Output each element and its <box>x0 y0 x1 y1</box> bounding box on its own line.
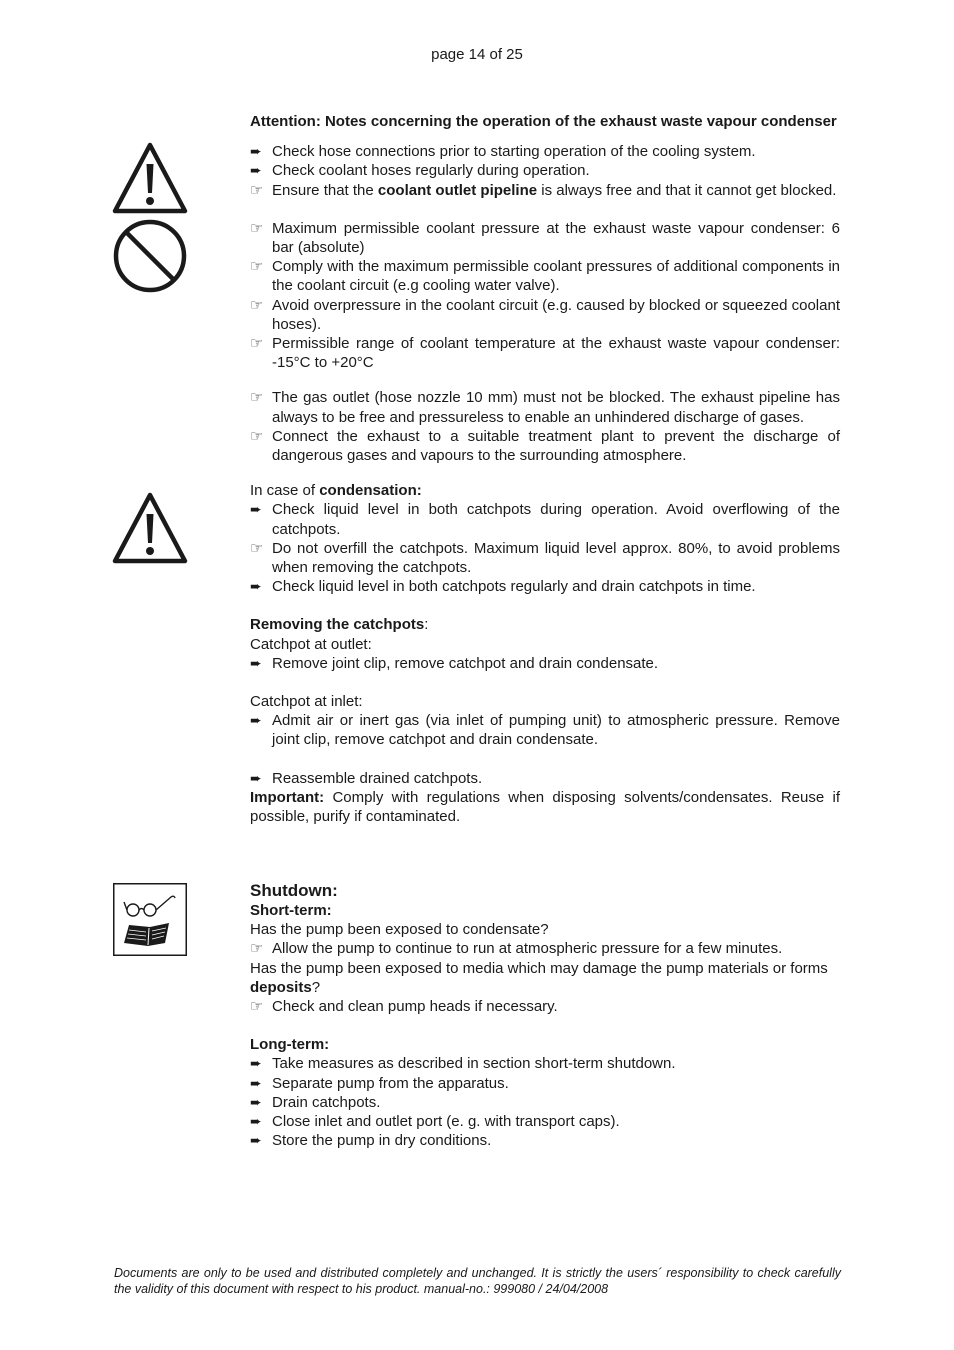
right-arrow-icon: ➨ <box>250 1113 262 1130</box>
attention-heading: Attention: Notes concerning the operation of the exhaust waste vapour condenser <box>250 113 837 130</box>
pointing-hand-icon: ☞ <box>250 940 264 958</box>
list-item: ➨ Reassemble drained catchpots. <box>250 769 483 787</box>
list-item: ☞ Check and clean pump heads if necessary. <box>250 998 558 1016</box>
list-item: ☞ Maximum permissible coolant pressure at the exhaust waste vapour condenser: 6 bar (absolute) <box>250 219 840 257</box>
list-item: ☞ Allow the pump to continue to run at atmospheric pressure for a few minutes. <box>250 940 783 958</box>
list-item: ➨ Remove joint clip, remove catchpot and drain condensate. <box>250 654 659 672</box>
right-arrow-icon: ➨ <box>250 1055 262 1072</box>
list-item: ➨ Store the pump in dry conditions. <box>250 1132 492 1150</box>
pointing-hand-icon: ☞ <box>250 389 264 407</box>
shutdown-title: Shutdown: <box>250 881 338 900</box>
pointing-hand-icon: ☞ <box>250 296 264 314</box>
prohibition-icon <box>112 218 188 294</box>
list-item: ➨ Check liquid level in both catchpots during operation. Avoid overflowing of the catchpots. <box>250 501 840 538</box>
outlet-label: Catchpot at outlet: <box>250 635 372 653</box>
warning-triangle-icon <box>112 490 188 566</box>
pointing-hand-icon: ☞ <box>250 539 264 557</box>
read-manual-icon <box>113 883 187 956</box>
list-item: ➨ Check coolant hoses regularly during operation. <box>250 162 590 180</box>
list-item: ➨ Admit air or inert gas (via inlet of pumping unit) to atmospheric pressure. Remove joint clip, remove catchpot and drain condensate. <box>250 712 840 749</box>
right-arrow-icon: ➨ <box>250 162 262 179</box>
shutdown-section <box>250 880 840 1150</box>
footer-disclaimer: Documents are only to be used and distributed completely and unchanged. It is strictly the users´ responsibility to check carefully the validity of this document with respect to his product. manual-no.: 999080 / 24/04/2008 <box>114 1266 841 1296</box>
pointing-hand-icon: ☞ <box>250 181 264 199</box>
short-term-question: Has the pump been exposed to media which may damage the pump materials or forms deposits? <box>250 959 828 996</box>
pointing-hand-icon: ☞ <box>250 998 264 1016</box>
long-term-heading: Long-term: <box>250 1036 330 1054</box>
list-item: ☞ The gas outlet (hose nozzle 10 mm) must not be blocked. The exhaust pipeline has always to be free and pressureless to enable an unhindered discharge of gases. <box>250 389 840 426</box>
list-item: ☞ Avoid overpressure in the coolant circuit (e.g. caused by blocked or squeezed coolant hoses). <box>250 296 840 333</box>
right-arrow-icon: ➨ <box>250 769 262 786</box>
right-arrow-icon: ➨ <box>250 712 262 729</box>
list-item: ➨ Take measures as described in section short-term shutdown. <box>250 1055 676 1073</box>
list-item: ☞ Connect the exhaust to a suitable treatment plant to prevent the discharge of dangerous gases and vapours to the surrounding atmosphere. <box>250 427 840 465</box>
list-item: ➨ Separate pump from the apparatus. <box>250 1074 509 1092</box>
right-arrow-icon: ➨ <box>250 654 262 671</box>
list-item: ➨ Drain catchpots. <box>250 1093 381 1111</box>
list-item: ☞ Permissible range of coolant temperature at the exhaust waste vapour condenser: -15°C to +20°C <box>250 335 840 372</box>
right-arrow-icon: ➨ <box>250 501 262 518</box>
list-item: ☞ Comply with the maximum permissible coolant pressures of additional components in the coolant circuit (e.g cooling water valve). <box>250 258 840 295</box>
list-item: ➨ Check liquid level in both catchpots regularly and drain catchpots in time. <box>250 578 756 596</box>
pointing-hand-icon: ☞ <box>250 219 264 237</box>
list-item: ☞ Do not overfill the catchpots. Maximum liquid level approx. 80%, to avoid problems when removing the catchpots. <box>250 539 840 577</box>
main-content <box>250 112 840 826</box>
pointing-hand-icon: ☞ <box>250 335 264 353</box>
inlet-label: Catchpot at inlet: <box>250 693 363 711</box>
right-arrow-icon: ➨ <box>250 1093 262 1110</box>
short-term-heading: Short-term: <box>250 902 332 919</box>
right-arrow-icon: ➨ <box>250 1074 262 1091</box>
short-term-question: Has the pump been exposed to condensate? <box>250 921 549 939</box>
pointing-hand-icon: ☞ <box>250 427 264 445</box>
right-arrow-icon: ➨ <box>250 143 262 160</box>
page-number: page 14 of 25 <box>431 46 523 63</box>
important-note: Important: Comply with regulations when disposing solvents/condensates. Reuse if possible, purify if contaminated. <box>250 788 840 826</box>
removing-heading: Removing the catchpots: <box>250 616 429 634</box>
list-item: ☞ Ensure that the coolant outlet pipeline is always free and that it cannot get blocked. <box>250 181 837 199</box>
pointing-hand-icon: ☞ <box>250 258 264 276</box>
right-arrow-icon: ➨ <box>250 578 262 595</box>
warning-triangle-icon <box>112 140 188 216</box>
condensation-intro: In case of condensation: <box>250 482 422 500</box>
list-item: ➨ Close inlet and outlet port (e. g. with transport caps). <box>250 1113 620 1131</box>
right-arrow-icon: ➨ <box>250 1132 262 1149</box>
list-item: ➨ Check hose connections prior to starting operation of the cooling system. <box>250 143 756 161</box>
